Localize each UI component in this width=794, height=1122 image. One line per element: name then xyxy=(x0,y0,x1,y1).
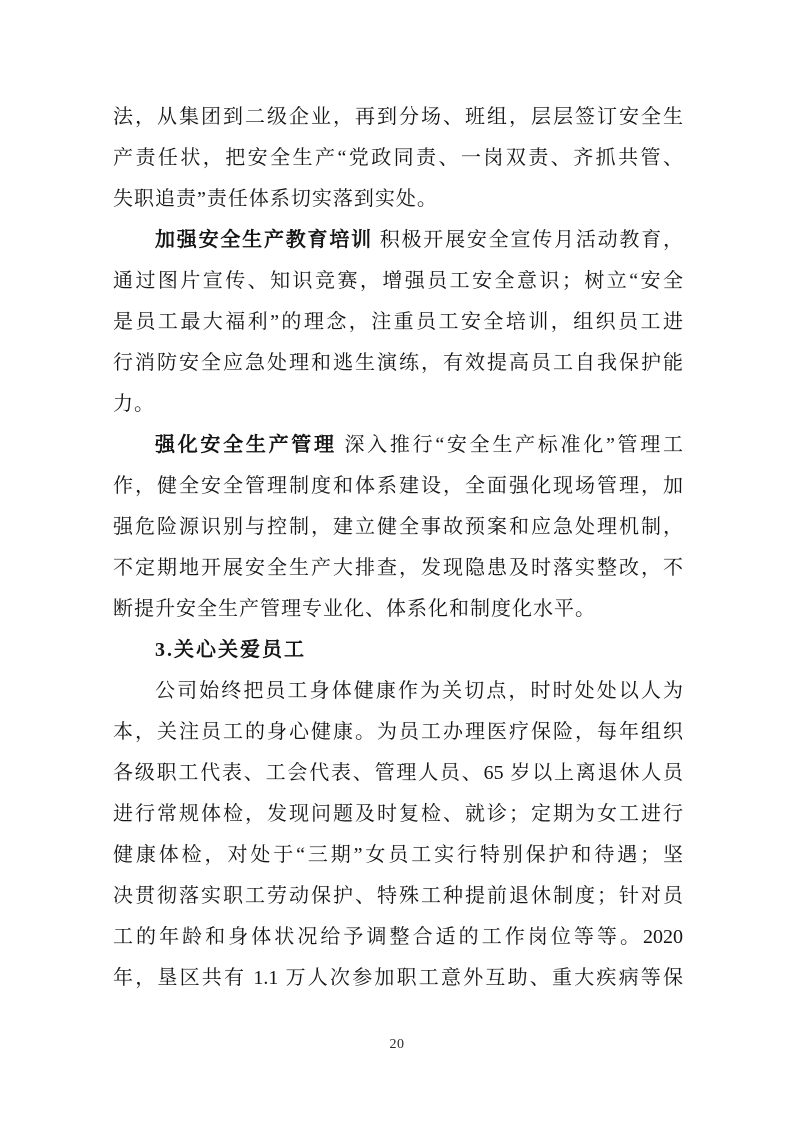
body-line: 通过图片宣传、知识竞赛，增强员工安全意识；树立“安全 xyxy=(113,270,683,292)
body-line: 失职追责”责任体系切实落到实处。 xyxy=(113,188,438,210)
body-line: 决贯彻落实职工劳动保护、特殊工种提前退休制度；针对员 xyxy=(113,885,683,907)
body-line: 是员工最大福利”的理念，注重员工安全培训，组织员工进 xyxy=(113,311,683,333)
body-line xyxy=(113,220,683,261)
body-line: 各级职工代表、工会代表、管理人员、65 岁以上离退休人员 xyxy=(113,762,683,784)
body-line: 产责任状，把安全生产“党政同责、一岗双责、齐抓共管、 xyxy=(113,147,683,169)
body-line: 进行常规体检，发现问题及时复检、就诊；定期为女工进行 xyxy=(113,803,683,825)
body-line: 工的年龄和身体状况给予调整合适的工作岗位等等。2020 xyxy=(113,926,683,948)
text-block xyxy=(113,97,683,999)
body-line: 年，垦区共有 1.1 万人次参加职工意外互助、重大疾病等保 xyxy=(113,967,683,989)
body-line: 健康体检，对处于“三期”女员工实行特别保护和待遇；坚 xyxy=(113,844,683,866)
body-line: 不定期地开展安全生产大排查，发现隐患及时落实整改，不 xyxy=(113,557,683,579)
page-number: 20 xyxy=(389,1037,405,1052)
body-line: 力。 xyxy=(113,393,155,415)
body-line: 法，从集团到二级企业，再到分场、班组，层层签订安全生 xyxy=(113,106,683,128)
bold-lead-in: 加强安全生产教育培训 xyxy=(155,229,373,251)
body-line: 行消防安全应急处理和逃生演练，有效提高员工自我保护能 xyxy=(113,352,683,374)
text-run: 积极开展安全宣传月活动教育， xyxy=(372,229,683,251)
section-heading: 3.关心关爱员工 xyxy=(155,639,306,661)
text-run: 深入推行“安全生产标准化”管理工 xyxy=(336,434,683,456)
bold-lead-in: 强化安全生产管理 xyxy=(155,434,337,456)
body-line: 强危险源识别与控制，建立健全事故预案和应急处理机制， xyxy=(113,516,683,538)
body-line: 公司始终把员工身体健康作为关切点，时时处处以人为 xyxy=(155,680,683,702)
body-line: 断提升安全生产管理专业化、体系化和制度化水平。 xyxy=(113,598,596,620)
body-line xyxy=(113,425,683,466)
body-line: 本，关注员工的身心健康。为员工办理医疗保险，每年组织 xyxy=(113,721,683,743)
body-line: 作，健全安全管理制度和体系建设，全面强化现场管理，加 xyxy=(113,475,683,497)
